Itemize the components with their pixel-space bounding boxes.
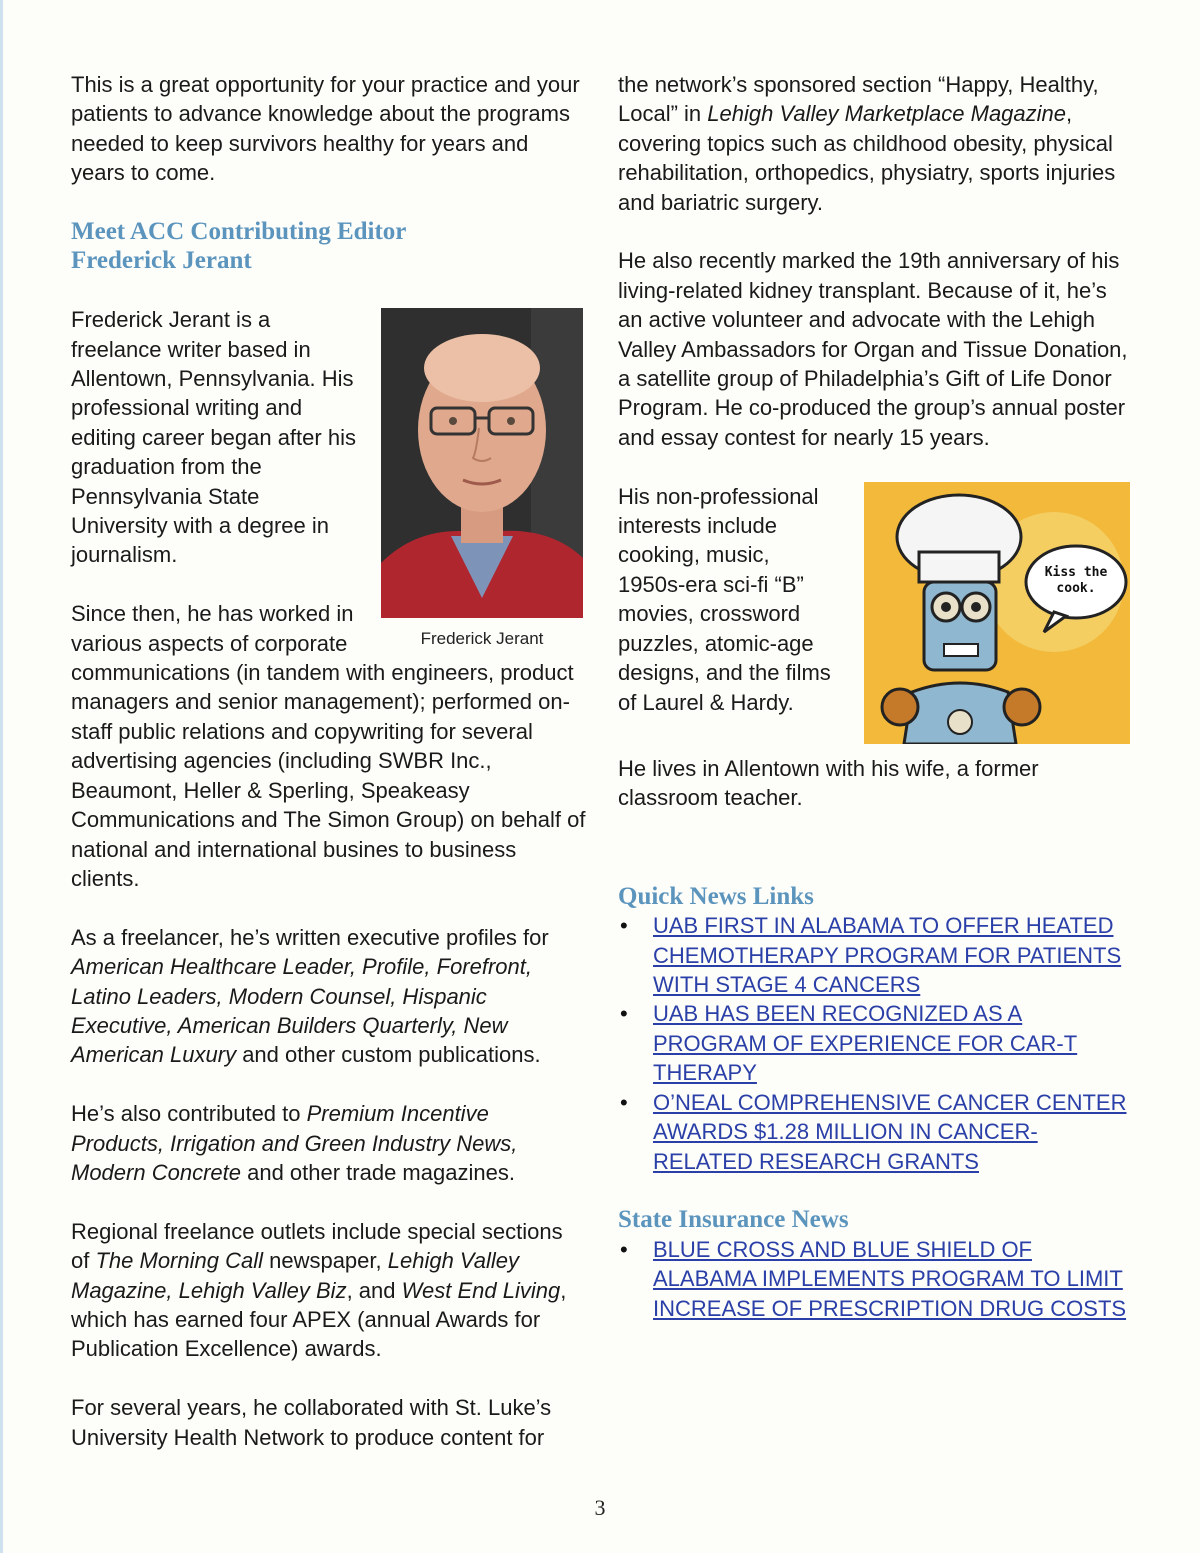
bio-paragraph-1: Frederick Jerant is a freelance writer based in Allentown, Pennsylvania. His professional writing and editing career began after his graduation from the Pennsylvania State University with a degree in journalism. bbox=[71, 307, 356, 568]
quick-news-link-3[interactable]: O’NEAL COMPREHENSIVE CANCER CENTER AWARDS $1.28 MILLION IN CANCER-RELATED RESEARCH GRANTS bbox=[653, 1089, 1127, 1174]
insurance-news-link-1[interactable]: BLUE CROSS AND BLUE SHIELD OF ALABAMA IMPLEMENTS PROGRAM TO LIMIT INCREASE OF PRESCRIPTION DRUG COSTS bbox=[653, 1236, 1127, 1321]
bio-paragraph-2: Since then, he has worked in various aspects of corporate communications (in tandem with engineers, product managers and senior management); performed on-staff public relations and copywriting for several advertising agencies (including SWBR Inc., Beaumont, Heller & Sperling, Speakeasy Communications and The Simon Group) on behalf of national and international busines to business clients. bbox=[71, 601, 586, 891]
bio-paragraph-7: the network’s sponsored section “Happy, Healthy, Local” in Lehigh Valley Marketplace Magazine, covering topics such as childhood obesity, physical rehabilitation, orthopedics, physiatry, sports injuries and bariatric surgery. bbox=[618, 72, 1116, 215]
author-photo bbox=[381, 308, 583, 618]
bio-paragraph-6: For several years, he collaborated with St. Luke’s University Health Network to produce content for bbox=[71, 1395, 552, 1450]
intro-paragraph: This is a great opportunity for your practice and your patients to advance knowledge about the programs needed to keep survivors healthy for years and years to come. bbox=[71, 72, 580, 186]
photo-caption: Frederick Jerant bbox=[420, 629, 544, 649]
quick-news-link-2[interactable]: UAB HAS BEEN RECOGNIZED AS A PROGRAM OF EXPERIENCE FOR CAR-T THERAPY bbox=[653, 1001, 1078, 1086]
bio-paragraph-3: As a freelancer, he’s written executive profiles for American Healthcare Leader, Profile, Forefront, Latino Leaders, Modern Counsel, Hispanic Executive, American Builders Quarterly, New American Luxury and other custom publications. bbox=[71, 924, 549, 1068]
list-item bbox=[618, 1088, 1133, 1176]
quick-news-list bbox=[618, 911, 1133, 1176]
speech-bubble-text-line-2: cook. bbox=[1056, 580, 1096, 596]
bio-paragraph-4: He’s also contributed to Premium Incentive Products, Irrigation and Green Industry News, Modern Concrete and other trade magazines. bbox=[71, 1101, 518, 1185]
bio-paragraph-8: He also recently marked the 19th anniversary of his living-related kidney transplant. Because of it, he’s an active volunteer and advocate with the Lehigh Valley Ambassadors for Organ and Tissue Donation, a satellite group of Philadelphia’s Gift of Life Donor Program. He co-produced the group’s annual poster and essay contest for nearly 15 years. bbox=[618, 248, 1128, 450]
page-edge-line bbox=[0, 0, 3, 1553]
section-heading bbox=[71, 217, 586, 276]
list-item bbox=[618, 1235, 1133, 1323]
insurance-news-heading: State Insurance News bbox=[618, 1206, 849, 1234]
page-number: 3 bbox=[594, 1495, 606, 1520]
right-column bbox=[618, 70, 1133, 1352]
bio-paragraph-5: Regional freelance outlets include special sections of The Morning Call newspaper, Lehigh Valley Magazine, Lehigh Valley Biz, and West End Living, which has earned four APEX (annual Awards for Publication Excellence) awards. bbox=[71, 1218, 567, 1362]
heading-line-2: Frederick Jerant bbox=[71, 247, 252, 275]
heading-line-1: Meet ACC Contributing Editor bbox=[71, 218, 407, 246]
bio-paragraph-9: His non-professional interests include cooking, music, 1950s-era sci-fi “B” movies, crossword puzzles, atomic-age designs, and the films of Laurel & Hardy. bbox=[618, 483, 831, 715]
insurance-news-list bbox=[618, 1235, 1133, 1323]
list-item bbox=[618, 911, 1133, 999]
bio-paragraph-10: He lives in Allentown with his wife, a former classroom teacher. bbox=[618, 755, 1039, 811]
robot-chef-illustration bbox=[864, 482, 1130, 744]
speech-bubble-text-line-1: Kiss the bbox=[1044, 564, 1108, 580]
list-item bbox=[618, 999, 1133, 1087]
quick-news-link-1[interactable]: UAB FIRST IN ALABAMA TO OFFER HEATED CHEMOTHERAPY PROGRAM FOR PATIENTS WITH STAGE 4 CANCERS bbox=[653, 913, 1122, 998]
author-photo-figure bbox=[381, 308, 583, 650]
quick-news-heading: Quick News Links bbox=[618, 882, 814, 910]
robot-chef-illustration-figure bbox=[864, 482, 1130, 744]
left-column bbox=[71, 70, 586, 1481]
